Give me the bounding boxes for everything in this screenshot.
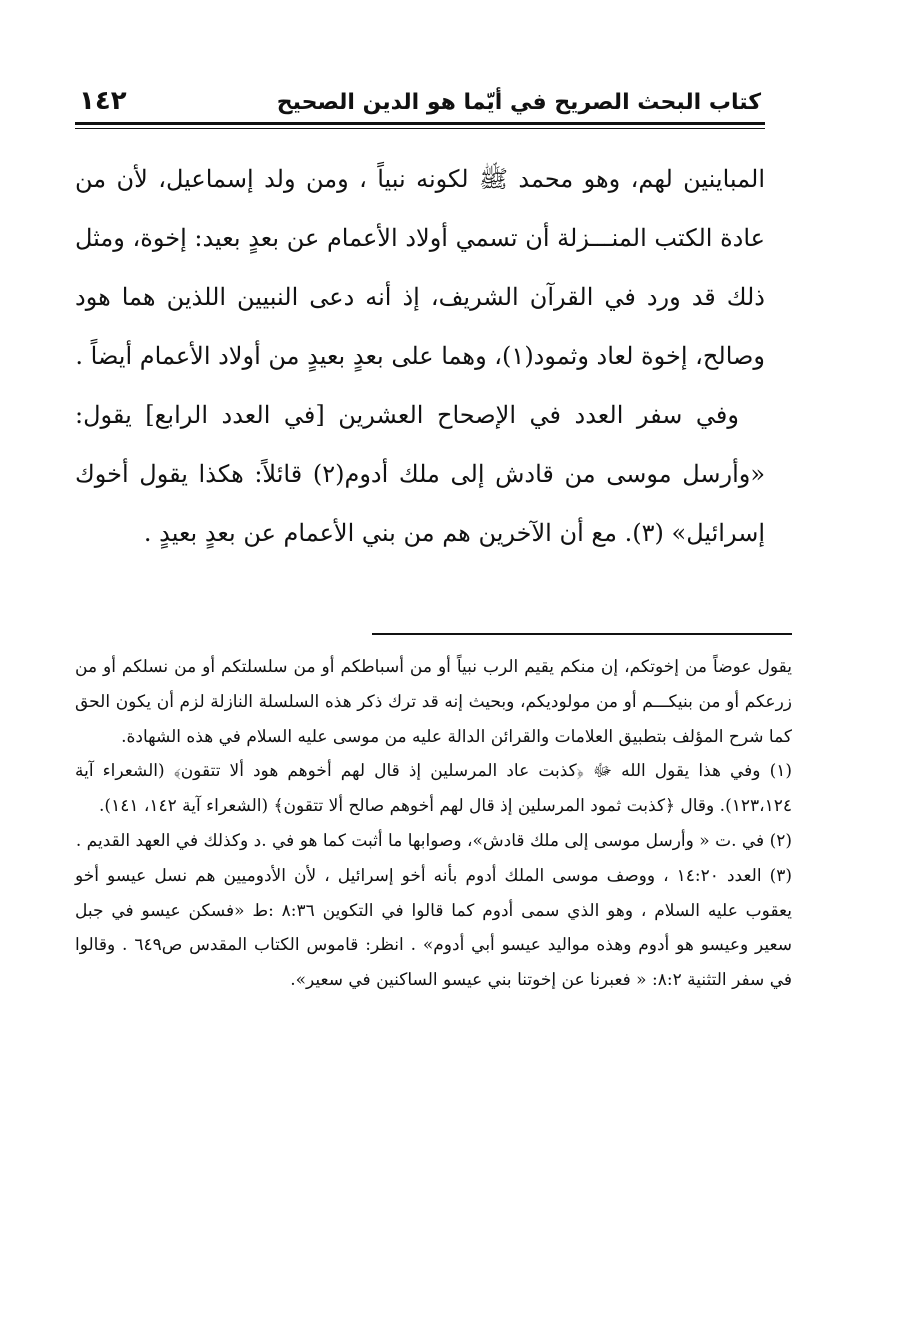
running-title: كتاب البحث الصريح في أيّما هو الدين الصحيح — [276, 90, 761, 115]
page-header — [75, 86, 765, 128]
body-paragraph-1: المباينين لهم، وهو محمد ﷺ لكونه نبياً ، ومن ولد إسماعيل، لأن من عادة الكتب المنـــزلة أن تسمي أولاد الأعمام عن بعدٍ بعيد: إخوة، ومثل ذلك قد ورد في القرآن الشريف، إذ أنه دعى النبيين اللذين هما هود وصالح، إخوة لعاد وثمود(١)، وهما على بعدٍ بعيدٍ من أولاد الأعمام أيضاً . — [75, 165, 765, 370]
page-number: ١٤٢ — [79, 86, 127, 116]
footnote-3: (٣) العدد ١٤:٢٠ ، ووصف موسى الملك أدوم بأنه أخو إسرائيل ، لأن الأدوميين هم نسل عيسو أخو يعقوب عليه السلام ، وهو الذي سمى أدوم كما قالوا في التكوين ٨:٣٦ :ط «فسكن عيسو في جبل سعير وعيسو هو أدوم وهذه مواليد عيسو أبي أدوم» . انظر: قاموس الكتاب المقدس ص٦٤٩ . وقالوا في سفر التثنية ٨:٢: « فعبرنا عن إخوتنا بني عيسو الساكنين في سعير». — [75, 865, 793, 991]
footnote-separator — [372, 633, 792, 635]
footnote-continuation: يقول عوضاً من إخوتكم، إن منكم يقيم الرب نبياً أو من أسباطكم أو من سلسلتكم أو من نسلكم أو من زرعكم أو من بنيكـــم أو من مولوديكم، وبحيث إنه قد ترك ذكر هذه السلسلة النازلة لزم أن يكون الحق كما شرح المؤلف بتطبيق العلامات والقرائن الدالة عليه من موسى عليه السلام في هذه الشهادة. — [75, 657, 792, 747]
header-rule-thin — [75, 128, 765, 129]
footnote-1: (١) وفي هذا يقول الله ﷻ ﴿كذبت عاد المرسلين إذ قال لهم أخوهم هود ألا تتقون﴾ (الشعراء آية ١٢٣،١٢٤). وقال ﴿كذبت ثمود المرسلين إذ قال لهم أخوهم صالح ألا تتقون﴾ (الشعراء آية ١٤٢، ١٤١). — [75, 761, 792, 817]
footnote-2: (٢) في .ت « وأرسل موسى إلى ملك قادش»، وصوابها ما أثبت كما هو في .د وكذلك في العهد القديم . — [75, 830, 792, 851]
main-text — [75, 150, 765, 563]
footnotes — [75, 650, 792, 998]
header-rule-thick — [75, 122, 765, 125]
body-paragraph-2: وفي سفر العدد في الإصحاح العشرين [في العدد الرابع] يقول: «وأرسل موسى من قادش إلى ملك أدوم(٢) قائلاً: هكذا يقول أخوك إسرائيل» (٣). مع أن الآخرين هم من بني الأعمام عن بعدٍ بعيدٍ . — [75, 401, 766, 547]
